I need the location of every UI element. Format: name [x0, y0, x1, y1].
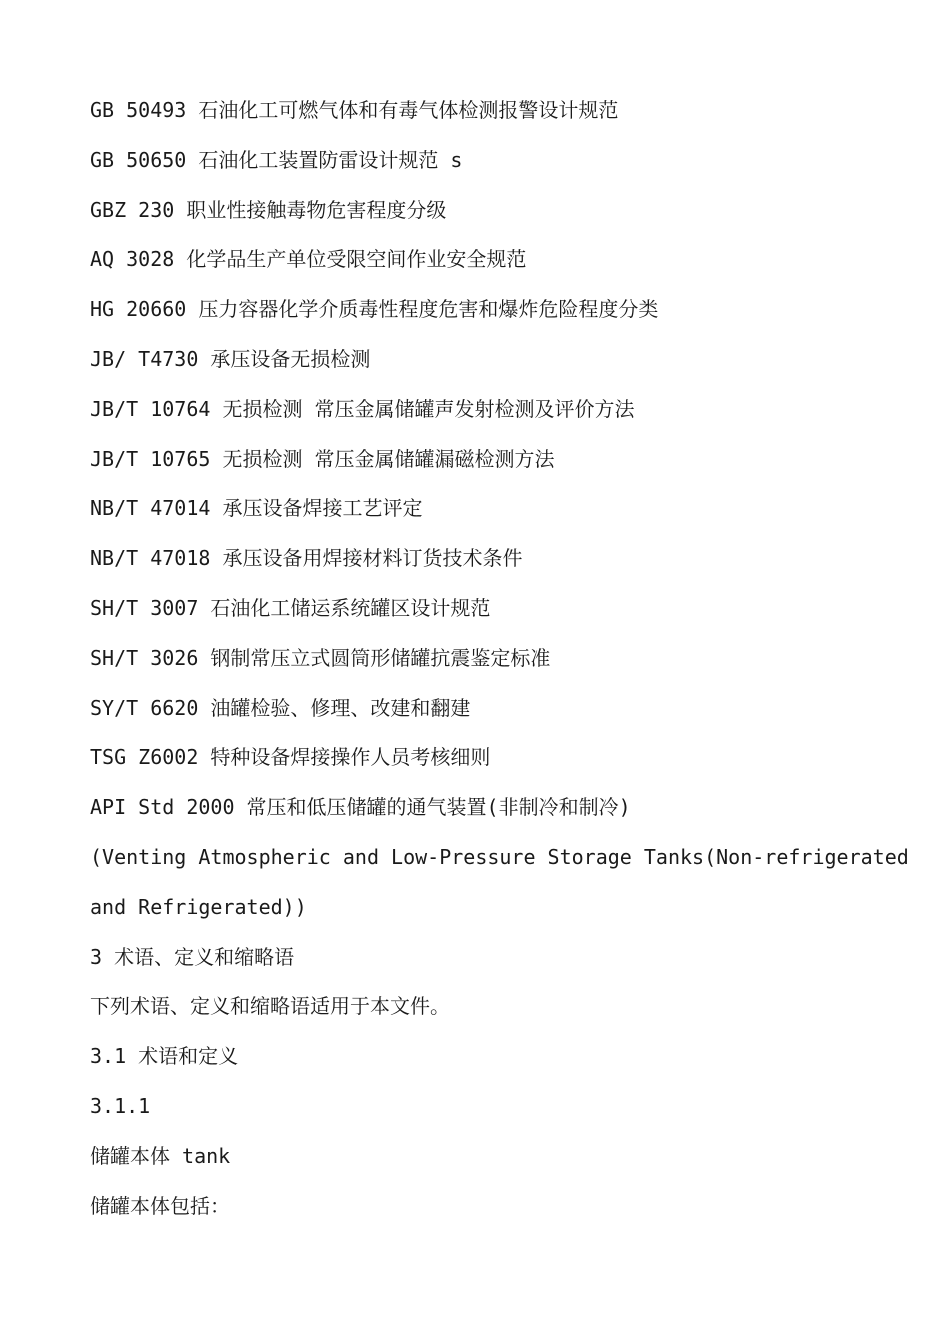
standard-ref-tsg-z6002: TSG Z6002 特种设备焊接操作人员考核细则 [90, 745, 491, 770]
standard-ref-nb-t47018: NB/T 47018 承压设备用焊接材料订货技术条件 [90, 546, 523, 571]
subsection-heading-3-1: 3.1 术语和定义 [90, 1044, 239, 1069]
standard-ref-sy-t6620: SY/T 6620 油罐检验、修理、改建和翻建 [90, 695, 471, 720]
standard-ref-sh-t3007: SH/T 3007 石油化工储运系统罐区设计规范 [90, 595, 491, 620]
standard-ref-jb-t4730: JB/ T4730 承压设备无损检测 [90, 346, 371, 371]
section-intro-paragraph: 下列术语、定义和缩略语适用于本文件。 [90, 994, 450, 1019]
standard-ref-aq3028: AQ 3028 化学品生产单位受限空间作业安全规范 [90, 247, 527, 272]
standard-ref-gb50650: GB 50650 石油化工装置防雷设计规范 s [90, 147, 463, 172]
standard-ref-gbz230: GBZ 230 职业性接触毒物危害程度分级 [90, 197, 447, 222]
standard-ref-hg20660: HG 20660 压力容器化学介质毒性程度危害和爆炸危险程度分类 [90, 297, 659, 322]
standard-ref-api-std2000: API Std 2000 常压和低压储罐的通气装置(非制冷和制冷) [90, 795, 631, 820]
standard-ref-sh-t3026: SH/T 3026 钢制常压立式圆筒形储罐抗震鉴定标准 [90, 645, 551, 670]
document-body [90, 86, 909, 1231]
standard-ref-nb-t47014: NB/T 47014 承压设备焊接工艺评定 [90, 496, 423, 521]
standard-ref-api-english-title-cont: and Refrigerated)) [90, 894, 307, 919]
standard-ref-jb-t10765: JB/T 10765 无损检测 常压金属储罐漏磁检测方法 [90, 446, 555, 471]
term-title-tank: 储罐本体 tank [90, 1143, 231, 1168]
standard-ref-jb-t10764: JB/T 10764 无损检测 常压金属储罐声发射检测及评价方法 [90, 396, 635, 421]
standard-ref-gb50493: GB 50493 石油化工可燃气体和有毒气体检测报警设计规范 [90, 98, 619, 122]
clause-number-3-1-1: 3.1.1 [90, 1093, 151, 1118]
section-heading-3: 3 术语、定义和缩略语 [90, 944, 295, 969]
term-definition-start: 储罐本体包括： [90, 1193, 230, 1218]
standard-ref-api-english-title: (Venting Atmospheric and Low-Pressure Storage Tanks(Non-refrigerated [90, 844, 909, 869]
